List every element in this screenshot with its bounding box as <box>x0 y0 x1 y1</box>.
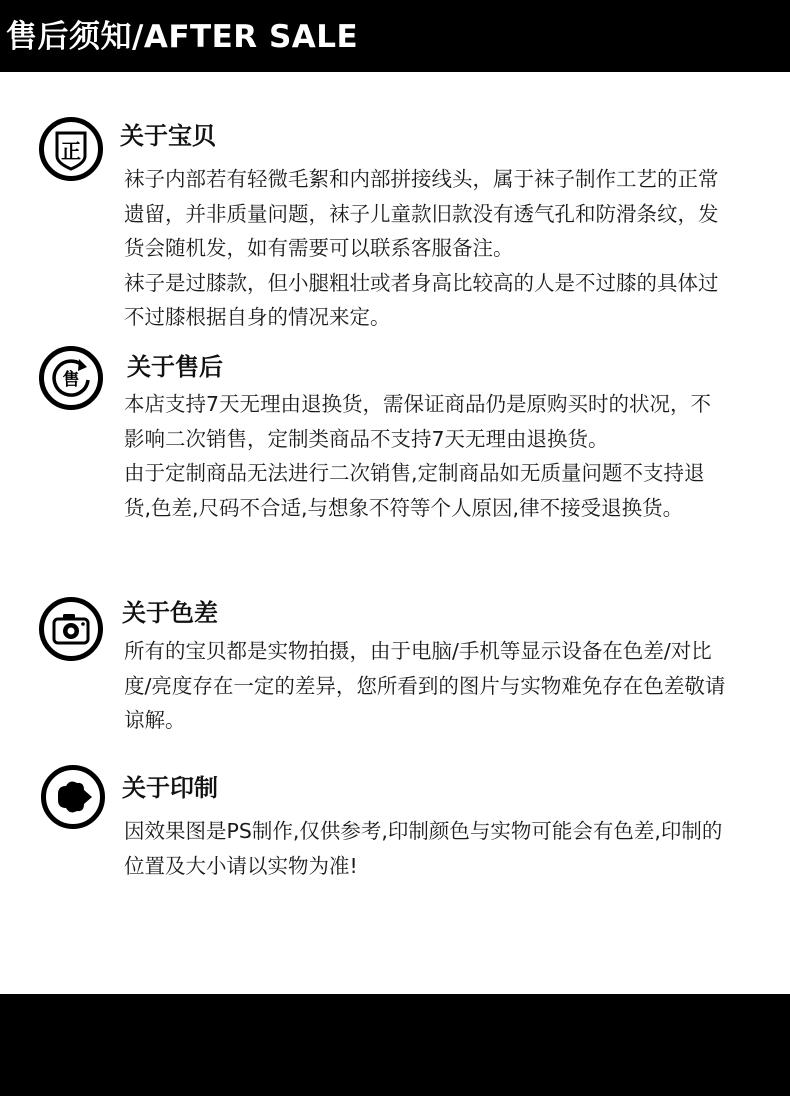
paragraph: 袜子内部若有轻微毛絮和内部拼接线头，属于袜子制作工艺的正常遗留，并非质量问题，袜子儿童款旧款没有透气孔和防滑条纹，发货会随机发，如有需要可以联系客服备注。 <box>124 167 719 260</box>
section-title: 关于色差 <box>122 599 218 627</box>
zheng-badge-icon <box>38 116 104 182</box>
page-title: 售后须知/AFTER SALE <box>6 19 359 55</box>
section-body <box>124 162 724 335</box>
section-body <box>124 387 724 525</box>
paragraph: 本店支持7天无理由退换货，需保证商品仍是原购买时的状况，不影响二次销售，定制类商品不支持7天无理由退换货。 <box>124 392 712 451</box>
zheng-glyph: 正 <box>61 139 81 163</box>
paragraph: 由于定制商品无法进行二次销售,定制商品如无质量问题不支持退货,色差,尺码不合适,与想象不符等个人原因,律不接受退换货。 <box>124 461 705 520</box>
paragraph: 所有的宝贝都是实物拍摄，由于电脑/手机等显示设备在色差/对比度/亮度存在一定的差异，您所看到的图片与实物难免存在色差敬请谅解。 <box>124 639 726 732</box>
shou-glyph: 售 <box>62 370 80 390</box>
section-body <box>124 814 724 883</box>
print-shape-icon <box>40 764 106 830</box>
section-body <box>124 634 729 738</box>
section-title: 关于印制 <box>122 774 218 802</box>
after-sale-refresh-icon <box>38 345 104 411</box>
footer-bar <box>0 994 790 1096</box>
camera-icon <box>38 596 104 662</box>
paragraph: 因效果图是PS制作,仅供参考,印制颜色与实物可能会有色差,印制的位置及大小请以实物为准! <box>124 819 723 878</box>
paragraph: 袜子是过膝款，但小腿粗壮或者身高比较高的人是不过膝的具体过不过膝根据自身的情况来定。 <box>124 270 719 329</box>
section-title: 关于售后 <box>127 353 223 381</box>
header-bar <box>0 0 790 72</box>
section-title: 关于宝贝 <box>120 122 216 150</box>
